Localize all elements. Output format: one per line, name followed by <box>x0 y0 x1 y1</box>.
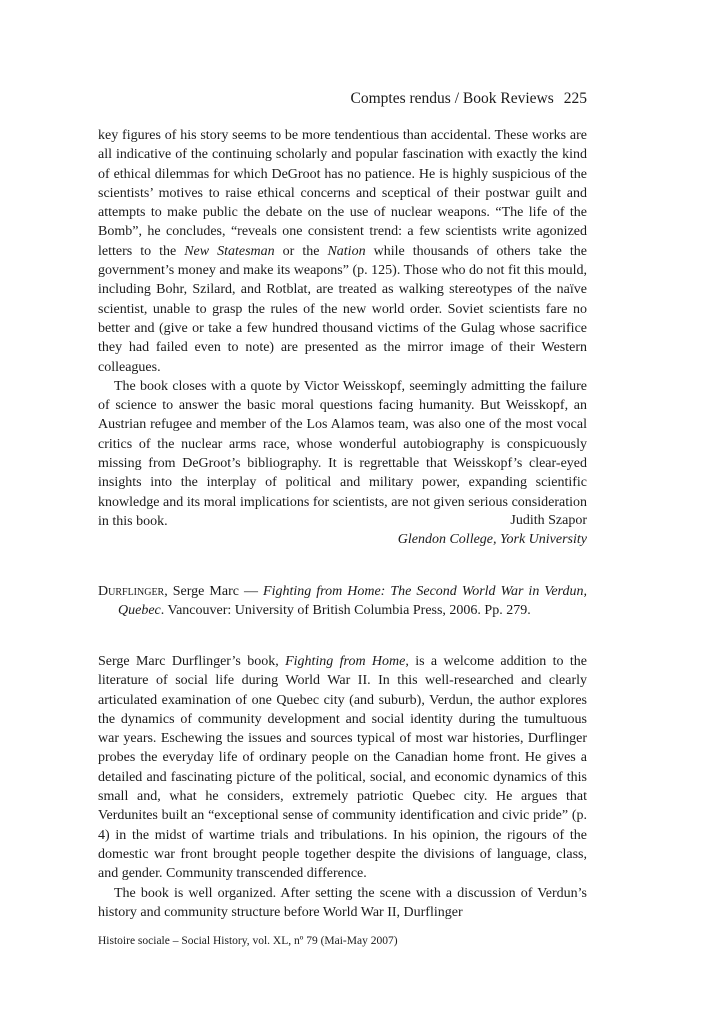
paragraph-text: while thousands of others take the government’s money and make its weapons” (p. 125). Those who do not fit this mould, including Bohr, Szilard, and Rotblat, are treated as walking stereotypes of the naïve scientist, unable to grasp the rules of the new world order. Soviet scientists fare no better and (give or take a few hundred thousand victims of the Gulag whose sacrifice they had failed even to note) are presented as the mirror image of their Western colleagues. <box>98 243 588 375</box>
reviewer-affiliation <box>398 530 587 549</box>
italic-title: Nation <box>327 243 366 259</box>
paragraph-text: , is a welcome addition to the literature of social life during World War II. In this well-researched and clearly articulated examination of one Quebec city (and suburb), Verdun, the author explores the dynamics of community development and social identity during the tumultuous war years. Eschewing the issues and sources typical of most war histories, Durflinger probes the everyday life of ordinary people on the Canadian home front. He gives a detailed and fascinating picture of the political, social, and economic dynamics of this small and, what he considers, extremely patriotic Quebec city. He argues that Verdunites built an “exceptional sense of community identification and civic pride” (p. 4) in the midst of wartime trials and tribulations. In his opinion, the rigours of the domestic war front brought people together despite the divisions of language, class, and gender. Community transcended difference. <box>98 654 587 882</box>
bibliographic-entry <box>98 582 587 621</box>
page-number: 225 <box>563 90 587 107</box>
affiliation-text: Glendon College, York University <box>397 532 587 548</box>
italic-title: New Statesman <box>184 243 275 259</box>
italic-title: Fighting from Home <box>285 654 406 669</box>
review-body-1 <box>98 126 587 531</box>
reviewer-name: Judith Szapor <box>510 513 587 528</box>
review-body-2 <box>98 652 587 922</box>
running-title: Comptes rendus / Book Reviews <box>350 90 554 107</box>
paragraph-text: key figures of his story seems to be more tendentious than accidental. These works are all indicative of the continuing scholarly and popular fascination with exactly the kind of ethical dilemmas for which DeGroot has no patience. He is highly suspicious of the scientists’ motives to raise ethical concerns and sceptical of their postwar guilt and attempts to make public the debate on the use of nuclear weapons. “The life of the Bomb”, he concludes, “reveals one consistent trend: a few scientists write agonized letters to the <box>98 128 587 259</box>
reviewer-signature <box>398 511 587 550</box>
running-header <box>351 90 587 108</box>
paragraph-text: or the <box>274 243 328 259</box>
page-footer: Histoire sociale – Social History, vol. XL, nº 79 (Mai-May 2007) <box>98 935 398 947</box>
paragraph <box>98 652 587 884</box>
book-title: Fighting from Home: The Second World War in Verdun, Quebec <box>118 584 587 619</box>
paragraph-text: Serge Marc Durflinger’s book, <box>98 654 286 669</box>
paragraph: The book closes with a quote by Victor Weisskopf, seemingly admitting the failure of science to answer the basic moral questions facing humanity. But Weisskopf, an Austrian refugee and member of the Los Alamos team, was also one of the most vocal critics of the nuclear arms race, whose wonderful autobiography is conspicuously missing from DeGroot’s bibliography. It is regrettable that Weisskopf’s clear-eyed insights into the interplay of political and military power, expanding scientific knowledge and its moral implications for scientists, are not given serious consideration in this book. <box>98 378 587 529</box>
author-given: , Serge Marc — <box>164 584 264 599</box>
publication-info: . Vancouver: University of British Columbia Press, 2006. Pp. 279. <box>160 603 531 619</box>
paragraph: The book is well organized. After setting the scene with a discussion of Verdun’s history and community structure before World War II, Durflinger <box>98 885 587 920</box>
author-surname: Durflinger <box>98 584 165 599</box>
paragraph <box>98 126 587 377</box>
